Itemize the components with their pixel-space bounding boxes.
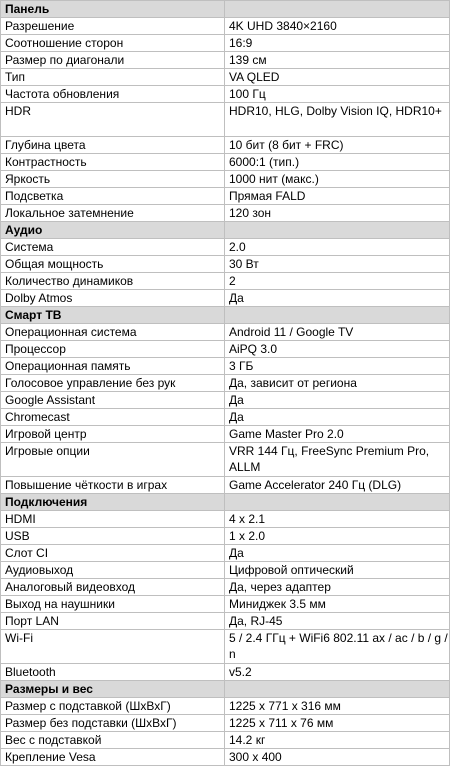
- spec-row: [1, 52, 450, 69]
- spec-label: HDR: [1, 103, 225, 137]
- spec-row: [1, 426, 450, 443]
- spec-row: [1, 443, 450, 477]
- spec-row: [1, 477, 450, 494]
- spec-row: [1, 630, 450, 664]
- spec-label: Wi-Fi: [1, 630, 225, 664]
- spec-value: 30 Вт: [225, 256, 450, 273]
- spec-value: 1225 x 711 x 76 мм: [225, 715, 450, 732]
- spec-label: Локальное затемнение: [1, 205, 225, 222]
- spec-value: Game Master Pro 2.0: [225, 426, 450, 443]
- spec-label: Google Assistant: [1, 392, 225, 409]
- spec-label: Глубина цвета: [1, 137, 225, 154]
- spec-row: [1, 18, 450, 35]
- spec-label: Операционная память: [1, 358, 225, 375]
- spec-label: Соотношение сторон: [1, 35, 225, 52]
- spec-value: 3 ГБ: [225, 358, 450, 375]
- spec-row: [1, 562, 450, 579]
- spec-row: [1, 137, 450, 154]
- spec-row: [1, 375, 450, 392]
- spec-row: [1, 341, 450, 358]
- spec-label: Крепление Vesa: [1, 749, 225, 766]
- section-header-empty: [225, 307, 450, 324]
- spec-row: [1, 239, 450, 256]
- spec-value: 139 см: [225, 52, 450, 69]
- spec-value: v5.2: [225, 664, 450, 681]
- spec-label: Выход на наушники: [1, 596, 225, 613]
- spec-label: Игровой центр: [1, 426, 225, 443]
- spec-row: [1, 273, 450, 290]
- spec-label: Размер без подставки (ШхВхГ): [1, 715, 225, 732]
- spec-value: HDR10, HLG, Dolby Vision IQ, HDR10+: [225, 103, 450, 137]
- section-title: Подключения: [1, 494, 225, 511]
- section-title: Аудио: [1, 222, 225, 239]
- section-title: Панель: [1, 1, 225, 18]
- spec-label: Количество динамиков: [1, 273, 225, 290]
- spec-value: VRR 144 Гц, FreeSync Premium Pro, ALLM: [225, 443, 450, 477]
- spec-value: Прямая FALD: [225, 188, 450, 205]
- spec-value: 120 зон: [225, 205, 450, 222]
- section-header: [1, 1, 450, 18]
- spec-value: 1000 нит (макс.): [225, 171, 450, 188]
- spec-row: [1, 409, 450, 426]
- spec-row: [1, 188, 450, 205]
- spec-row: [1, 545, 450, 562]
- spec-value: Да, через адаптер: [225, 579, 450, 596]
- spec-label: Операционная система: [1, 324, 225, 341]
- spec-row: [1, 69, 450, 86]
- spec-value: 10 бит (8 бит + FRC): [225, 137, 450, 154]
- spec-row: [1, 579, 450, 596]
- spec-row: [1, 35, 450, 52]
- spec-value: 6000:1 (тип.): [225, 154, 450, 171]
- spec-label: Аудиовыход: [1, 562, 225, 579]
- spec-row: [1, 511, 450, 528]
- section-header: [1, 222, 450, 239]
- spec-label: Dolby Atmos: [1, 290, 225, 307]
- spec-value: 16:9: [225, 35, 450, 52]
- section-header-empty: [225, 494, 450, 511]
- spec-row: [1, 205, 450, 222]
- spec-row: [1, 324, 450, 341]
- spec-value: 100 Гц: [225, 86, 450, 103]
- section-header-empty: [225, 1, 450, 18]
- spec-value: Да, RJ-45: [225, 613, 450, 630]
- spec-label: Игровые опции: [1, 443, 225, 477]
- spec-value: 4 x 2.1: [225, 511, 450, 528]
- spec-label: Тип: [1, 69, 225, 86]
- spec-label: Процессор: [1, 341, 225, 358]
- spec-row: [1, 256, 450, 273]
- spec-label: HDMI: [1, 511, 225, 528]
- spec-row: [1, 596, 450, 613]
- spec-row: [1, 613, 450, 630]
- spec-label: Голосовое управление без рук: [1, 375, 225, 392]
- section-title: Размеры и вес: [1, 681, 225, 698]
- spec-label: Яркость: [1, 171, 225, 188]
- spec-row: [1, 392, 450, 409]
- spec-row: [1, 86, 450, 103]
- spec-label: Повышение чёткости в играх: [1, 477, 225, 494]
- spec-value: Game Accelerator 240 Гц (DLG): [225, 477, 450, 494]
- spec-label: Порт LAN: [1, 613, 225, 630]
- spec-row: [1, 103, 450, 137]
- spec-value: 14.2 кг: [225, 732, 450, 749]
- spec-row: [1, 749, 450, 766]
- spec-value: Android 11 / Google TV: [225, 324, 450, 341]
- spec-row: [1, 358, 450, 375]
- spec-row: [1, 698, 450, 715]
- spec-row: [1, 154, 450, 171]
- spec-label: Размер по диагонали: [1, 52, 225, 69]
- spec-value: Да: [225, 290, 450, 307]
- spec-label: Bluetooth: [1, 664, 225, 681]
- section-header: [1, 681, 450, 698]
- spec-label: Общая мощность: [1, 256, 225, 273]
- spec-label: Разрешение: [1, 18, 225, 35]
- spec-value: VA QLED: [225, 69, 450, 86]
- spec-label: Аналоговый видеовход: [1, 579, 225, 596]
- spec-label: Система: [1, 239, 225, 256]
- spec-value: Да, зависит от региона: [225, 375, 450, 392]
- spec-row: [1, 528, 450, 545]
- spec-value: Миниджек 3.5 мм: [225, 596, 450, 613]
- spec-row: [1, 732, 450, 749]
- spec-value: 300 x 400: [225, 749, 450, 766]
- spec-value: Да: [225, 545, 450, 562]
- spec-label: Chromecast: [1, 409, 225, 426]
- spec-label: USB: [1, 528, 225, 545]
- spec-value: 1225 x 771 x 316 мм: [225, 698, 450, 715]
- spec-value: 4K UHD 3840×2160: [225, 18, 450, 35]
- spec-row: [1, 290, 450, 307]
- spec-row: [1, 171, 450, 188]
- spec-row: [1, 715, 450, 732]
- spec-value: AiPQ 3.0: [225, 341, 450, 358]
- spec-row: [1, 664, 450, 681]
- spec-value: Да: [225, 409, 450, 426]
- spec-value: Цифровой оптический: [225, 562, 450, 579]
- section-header-empty: [225, 681, 450, 698]
- spec-value: Да: [225, 392, 450, 409]
- spec-label: Частота обновления: [1, 86, 225, 103]
- spec-value: 1 x 2.0: [225, 528, 450, 545]
- spec-label: Размер с подставкой (ШхВхГ): [1, 698, 225, 715]
- spec-table-body: [1, 1, 450, 766]
- spec-label: Контрастность: [1, 154, 225, 171]
- section-title: Смарт ТВ: [1, 307, 225, 324]
- spec-value: 2.0: [225, 239, 450, 256]
- spec-label: Слот CI: [1, 545, 225, 562]
- section-header-empty: [225, 222, 450, 239]
- spec-label: Вес с подставкой: [1, 732, 225, 749]
- spec-value: 5 / 2.4 ГГц + WiFi6 802.11 ax / ac / b / g / n: [225, 630, 450, 664]
- section-header: [1, 307, 450, 324]
- spec-label: Подсветка: [1, 188, 225, 205]
- section-header: [1, 494, 450, 511]
- spec-value: 2: [225, 273, 450, 290]
